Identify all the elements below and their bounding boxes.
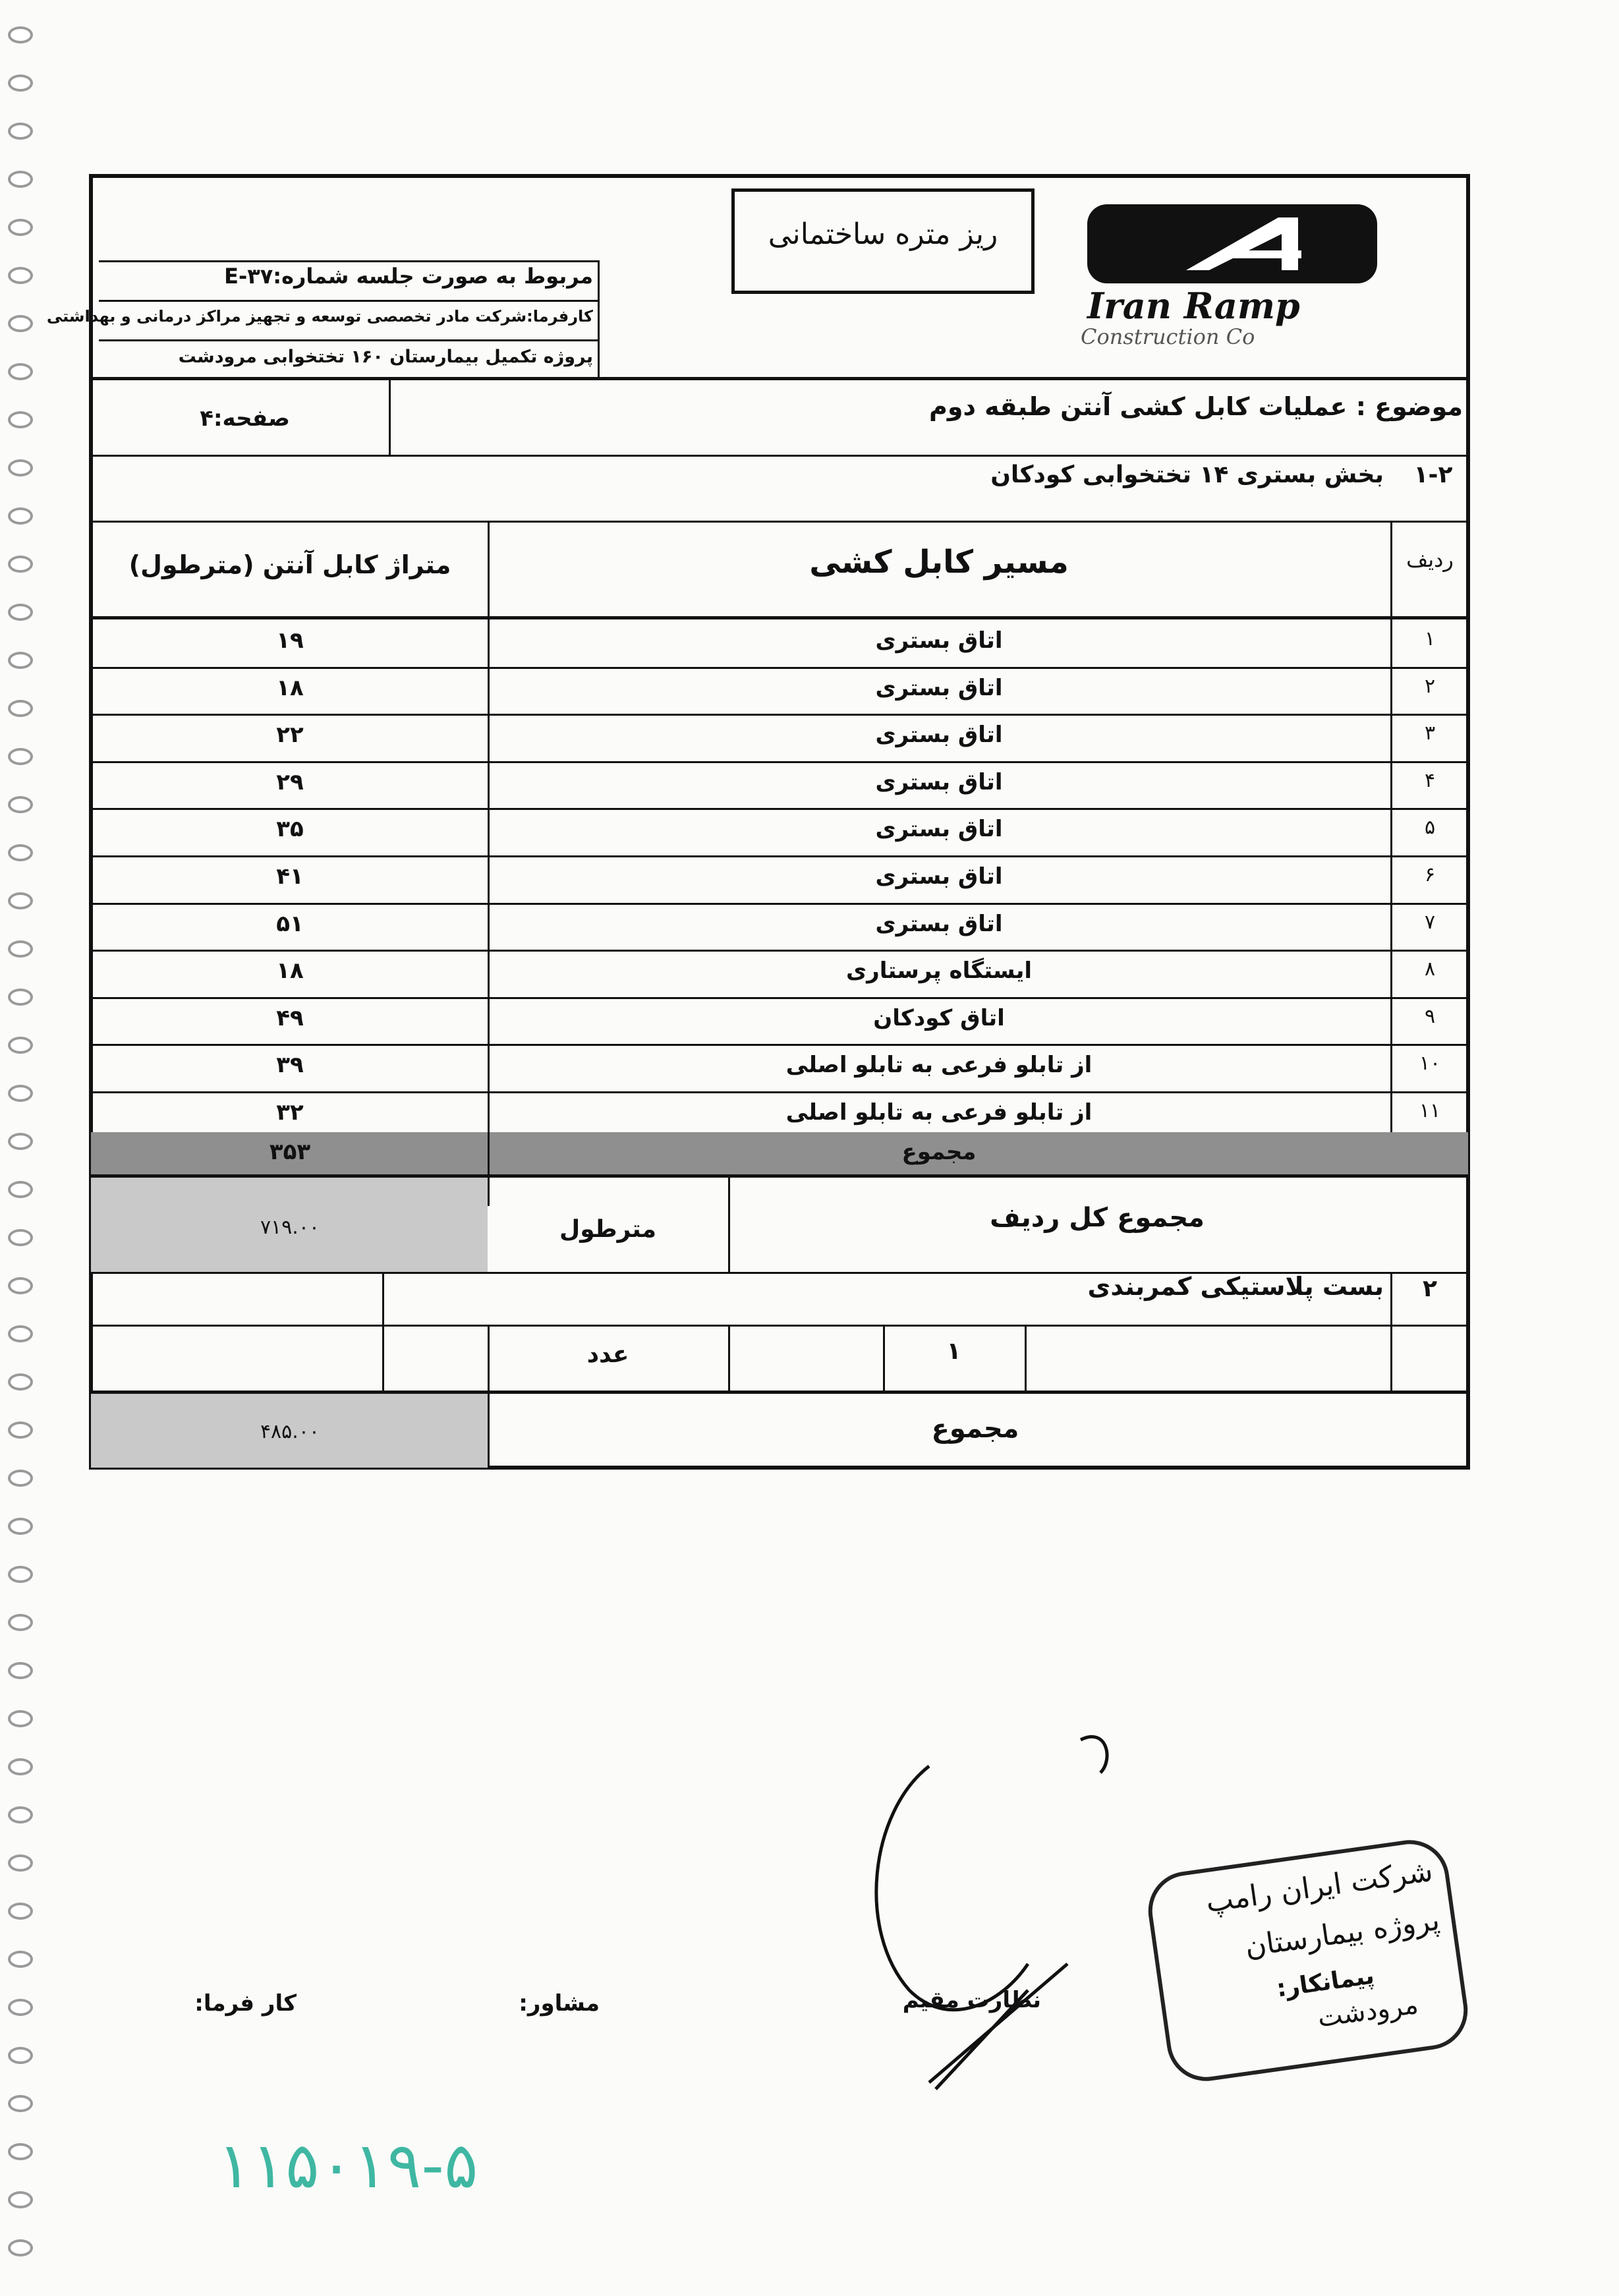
- binding-ring: [8, 1470, 33, 1487]
- stamp-line-3: پیمانکار:: [1274, 1962, 1376, 2003]
- binding-ring: [8, 1662, 33, 1679]
- row-length: ۱۸: [276, 674, 304, 701]
- binding-ring: [8, 363, 33, 380]
- row-length: ۱۸: [276, 958, 304, 985]
- section2-unit: عدد: [586, 1341, 629, 1368]
- binding-ring: [8, 700, 33, 717]
- binding-ring: [8, 1999, 33, 2016]
- subject-text: موضوع : عملیات کابل کشی آنتن طبقه دوم: [928, 392, 1463, 421]
- row-length: ۵۱: [276, 910, 304, 937]
- binding-ring: [8, 1758, 33, 1775]
- row-length: ۳۲: [276, 1099, 304, 1126]
- company-logo: [1087, 204, 1377, 283]
- row-route: از تابلو فرعی به تابلو اصلی: [785, 1099, 1093, 1126]
- binding-ring: [8, 1614, 33, 1631]
- row-route: از تابلو فرعی به تابلو اصلی: [785, 1052, 1093, 1079]
- binding-ring: [8, 459, 33, 476]
- logo-subtitle: Construction Co: [1081, 324, 1255, 349]
- row-route: ایستگاه پرستاری: [845, 958, 1033, 985]
- binding-ring: [8, 604, 33, 621]
- stamp-line-2: پروژه بیمارستان: [1243, 1903, 1442, 1964]
- binding-ring: [8, 267, 33, 284]
- binding-ring: [8, 1037, 33, 1054]
- row-route: اتاق بستری: [875, 816, 1003, 843]
- binding-ring: [8, 1325, 33, 1342]
- row-divider: [89, 808, 1470, 810]
- header-route: مسیر کابل کشی: [809, 544, 1069, 581]
- spiral-binding: [0, 0, 46, 2296]
- page-title: ریز متره ساختمانی: [768, 217, 998, 251]
- header-row-number: ردیف: [1406, 547, 1454, 572]
- section2-qty: ۱: [946, 1338, 961, 1365]
- row-route: اتاق بستری: [875, 627, 1003, 654]
- binding-ring: [8, 1518, 33, 1535]
- row-length: ۲۲: [276, 722, 304, 749]
- row-divider: [89, 714, 1470, 716]
- row-number: ۵: [1424, 816, 1436, 840]
- binding-ring: [8, 1229, 33, 1246]
- row-divider: [89, 997, 1470, 999]
- row-number: ۲: [1424, 674, 1436, 698]
- logo-ramp-icon: [1087, 204, 1377, 283]
- row-length: ۱۹: [276, 627, 304, 654]
- row-length: ۲۹: [276, 768, 304, 795]
- row-number: ۱: [1424, 627, 1436, 650]
- section2-sum-label: مجموع: [931, 1414, 1019, 1444]
- section2-title: بست پلاستیکی کمربندی: [1087, 1272, 1384, 1301]
- section2-sum-value: ۴۸۵.۰۰: [260, 1420, 320, 1443]
- binding-ring: [8, 219, 33, 236]
- binding-ring: [8, 1903, 33, 1920]
- row-number: ۱۱: [1419, 1099, 1441, 1122]
- sum-label: مجموع: [901, 1139, 977, 1165]
- binding-ring: [8, 1277, 33, 1294]
- page-number: صفحه:۴: [200, 405, 290, 432]
- row-divider: [89, 761, 1470, 763]
- binding-ring: [8, 74, 33, 92]
- sum-value: ۳۵۳: [269, 1139, 311, 1165]
- row-route: اتاق بستری: [875, 863, 1003, 890]
- company-stamp: [1143, 1835, 1473, 2086]
- stamp-line-1: شرکت ایران رامپ: [1203, 1854, 1435, 1920]
- binding-ring: [8, 1806, 33, 1823]
- project-line: پروژه تکمیل بیمارستان ۱۶۰ تختخوابی مرودشت: [178, 347, 593, 367]
- consultant-signature-label: مشاور:: [519, 1990, 600, 2017]
- row-divider: [89, 855, 1470, 857]
- binding-ring: [8, 1181, 33, 1198]
- total-value: ۷۱۹.۰۰: [260, 1216, 320, 1239]
- binding-ring: [8, 171, 33, 188]
- binding-ring: [8, 507, 33, 525]
- binding-ring: [8, 796, 33, 813]
- binding-ring: [8, 1710, 33, 1727]
- section-title: بخش بستری ۱۴ تختخوابی کودکان: [990, 461, 1384, 488]
- binding-ring: [8, 556, 33, 573]
- row-route: اتاق بستری: [875, 674, 1003, 701]
- total-unit: مترطول: [559, 1216, 657, 1243]
- row-length: ۳۵: [276, 816, 304, 843]
- handwritten-signature: [830, 1713, 1173, 2109]
- row-number: ۴: [1424, 768, 1436, 792]
- binding-ring: [8, 2095, 33, 2112]
- row-divider: [89, 1044, 1470, 1046]
- row-route: اتاق بستری: [875, 722, 1003, 749]
- binding-ring: [8, 1854, 33, 1872]
- logo-name: Iran Ramp: [1087, 285, 1300, 327]
- binding-ring: [8, 1373, 33, 1391]
- stamp-line-4: مرودشت: [1315, 1989, 1421, 2034]
- binding-ring: [8, 892, 33, 909]
- binding-ring: [8, 2239, 33, 2256]
- row-number: ۷: [1424, 910, 1436, 934]
- supervisor-signature-label: نظارت مقیم: [902, 1987, 1041, 2013]
- row-divider: [89, 903, 1470, 905]
- row-divider: [89, 1091, 1470, 1093]
- binding-ring: [8, 989, 33, 1006]
- binding-ring: [8, 748, 33, 765]
- row-number: ۸: [1424, 958, 1436, 981]
- section-number: ۱-۲: [1413, 461, 1453, 488]
- section2-number: ۲: [1423, 1275, 1437, 1302]
- row-number: ۳: [1424, 722, 1436, 745]
- row-length: ۴۹: [276, 1004, 304, 1031]
- employer-signature-label: کار فرما:: [194, 1990, 297, 2017]
- binding-ring: [8, 2191, 33, 2208]
- binding-ring: [8, 2143, 33, 2160]
- row-divider: [89, 667, 1470, 669]
- row-divider: [89, 950, 1470, 952]
- binding-ring: [8, 2047, 33, 2064]
- row-number: ۱۰: [1419, 1052, 1441, 1076]
- binding-ring: [8, 940, 33, 958]
- binding-ring: [8, 26, 33, 43]
- row-number: ۶: [1424, 863, 1436, 886]
- binding-ring: [8, 844, 33, 861]
- binding-ring: [8, 411, 33, 428]
- binding-ring: [8, 1085, 33, 1102]
- binding-ring: [8, 315, 33, 332]
- row-route: اتاق بستری: [875, 910, 1003, 937]
- reference-line: مربوط به صورت جلسه شماره:E-۳۷: [224, 264, 593, 289]
- row-route: اتاق کودکان: [873, 1004, 1005, 1031]
- row-length: ۴۱: [276, 863, 304, 890]
- header-length: متراژ کابل آنتن (مترطول): [128, 550, 451, 579]
- binding-ring: [8, 1133, 33, 1150]
- binding-ring: [8, 652, 33, 669]
- row-number: ۹: [1424, 1004, 1436, 1028]
- binding-ring: [8, 1951, 33, 1968]
- binding-ring: [8, 1421, 33, 1439]
- row-route: اتاق بستری: [875, 768, 1003, 795]
- employer-line: کارفرما:شرکت مادر تخصصی توسعه و تجهیز مراکز درمانی و بهداشتی: [46, 307, 593, 326]
- row-length: ۳۹: [276, 1052, 304, 1079]
- binding-ring: [8, 123, 33, 140]
- total-label: مجموع کل ردیف: [990, 1203, 1205, 1233]
- handwritten-number: ۱۱۵۰۱۹-۵: [217, 2129, 478, 2202]
- binding-ring: [8, 1566, 33, 1583]
